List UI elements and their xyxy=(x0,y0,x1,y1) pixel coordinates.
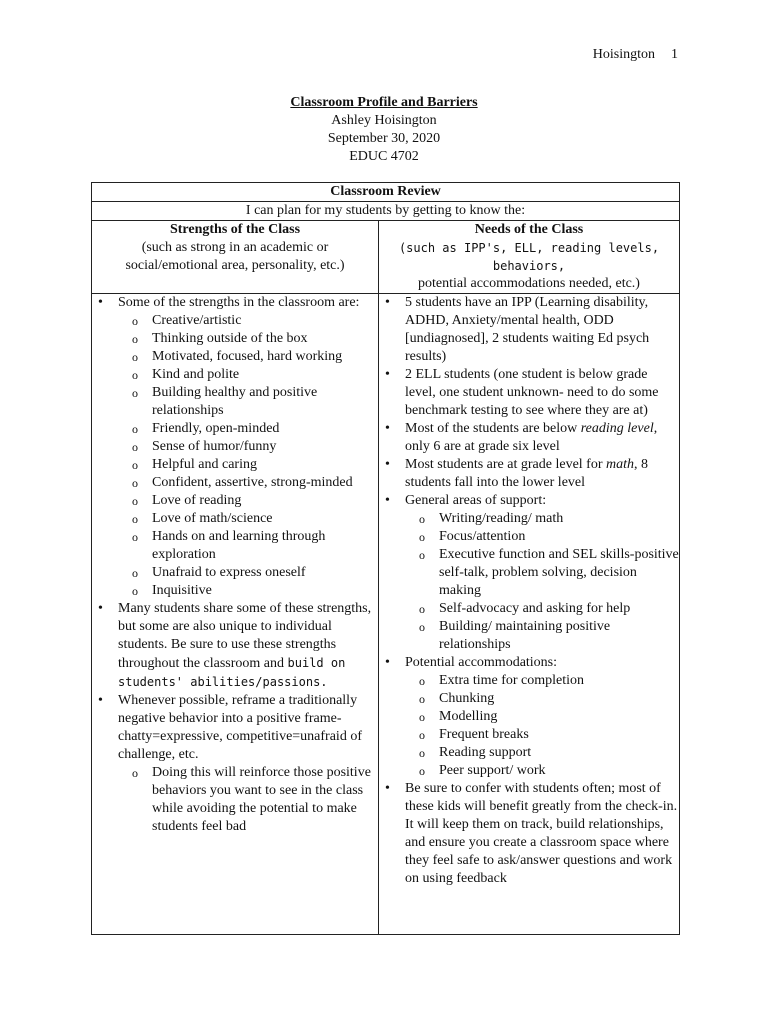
list-item xyxy=(92,294,378,600)
document-date: September 30, 2020 xyxy=(327,131,441,146)
sub-list-item: o Love of math/science xyxy=(118,510,378,528)
needs-header xyxy=(379,221,680,294)
sub-list-item: o Thinking outside of the box xyxy=(118,330,378,348)
list-item: o Doing this will reinforce those positive behaviors you want to see in the class while avoiding the potential to make students feel bad xyxy=(118,764,378,836)
sub-list-item: o Reading support xyxy=(405,744,679,762)
sub-list-item: o Focus/attention xyxy=(405,528,679,546)
sub-list-item: o Building/ maintaining positive relationships xyxy=(405,618,679,654)
list-item xyxy=(379,456,679,492)
sub-list-item: o Helpful and caring xyxy=(118,456,378,474)
strengths-desc-1: (such as strong in an academic or xyxy=(141,240,329,255)
list-item xyxy=(379,654,679,780)
sub-list-item: o Peer support/ work xyxy=(405,762,679,780)
list-item xyxy=(92,692,378,836)
list-item xyxy=(92,600,378,692)
math-post: , 8 students fall into the lower level xyxy=(405,457,648,490)
sub-list-item: o Friendly, open-minded xyxy=(118,420,378,438)
table-subtitle: I can plan for my students by getting to know the: xyxy=(92,202,680,221)
classroom-review-table xyxy=(91,182,680,935)
strengths-reframe-sublist xyxy=(118,764,378,836)
sub-list-item: o Frequent breaks xyxy=(405,726,679,744)
needs-desc-1: (such as IPP's, ELL, reading levels, behaviors, xyxy=(398,241,660,273)
sub-list-item: o Extra time for completion xyxy=(405,672,679,690)
sub-list-item: o Kind and polite xyxy=(118,366,378,384)
list-item: • 2 ELL students (one student is below grade level, one student unknown- need to do some benchmark testing to see where they are at) xyxy=(379,366,679,420)
strengths-desc-2: social/emotional area, personality, etc.) xyxy=(125,258,345,273)
list-item xyxy=(379,492,679,654)
page-number: 1 xyxy=(671,47,678,62)
strengths-heading: Strengths of the Class xyxy=(169,222,301,237)
math-emphasis: math xyxy=(606,457,634,472)
math-pre: Most students are at grade level for xyxy=(405,457,606,472)
strengths-note-b: build on students' abilities/passions. xyxy=(118,656,346,689)
sub-list-item: o Unafraid to express oneself xyxy=(118,564,378,582)
sub-list-item: o Modelling xyxy=(405,708,679,726)
sub-list-item: o Love of reading xyxy=(118,492,378,510)
strengths-sublist xyxy=(118,312,378,600)
author-name: Ashley Hoisington xyxy=(331,113,437,128)
table-title: Classroom Review xyxy=(92,183,680,202)
list-item: • Be sure to confer with students often; most of these kids will benefit greatly from the check-in. It will keep them on track, build relationships, and ensure you create a classroom space where they feel safe to ask/answer questions and work on using feedback xyxy=(379,780,679,888)
sub-list-item: o Writing/reading/ math xyxy=(405,510,679,528)
reading-post: , only 6 are at grade six level xyxy=(405,421,658,454)
sub-list-item: o Sense of humor/funny xyxy=(118,438,378,456)
reading-emphasis: reading level xyxy=(580,421,654,436)
list-item xyxy=(379,420,679,456)
strengths-cell xyxy=(92,294,379,935)
strengths-note-a: Many students share some of these strengths, but some are also unique to individual students. Be sure to use these strengths throughout the classroom and xyxy=(118,601,372,671)
needs-heading: Needs of the Class xyxy=(474,222,584,237)
page-header xyxy=(593,46,678,64)
needs-cell xyxy=(379,294,680,935)
support-sublist xyxy=(405,510,679,654)
list-item: • 5 students have an IPP (Learning disability, ADHD, Anxiety/mental health, ODD [undiagnosed], 2 students waiting Ed psych results) xyxy=(379,294,679,366)
needs-desc-2: potential accommodations needed, etc.) xyxy=(418,276,640,291)
strengths-header xyxy=(92,221,379,294)
sub-list-item: o Self-advocacy and asking for help xyxy=(405,600,679,618)
needs-list xyxy=(379,294,679,888)
accommodations-intro: Potential accommodations: xyxy=(405,655,558,670)
sub-list-item: o Motivated, focused, hard working xyxy=(118,348,378,366)
sub-list-item: o Hands on and learning through exploration xyxy=(118,528,378,564)
support-intro: General areas of support: xyxy=(405,493,547,508)
strengths-list xyxy=(92,294,378,836)
sub-list-item: o Chunking xyxy=(405,690,679,708)
strengths-intro: Some of the strengths in the classroom are: xyxy=(118,295,360,310)
sub-list-item: o Building healthy and positive relationships xyxy=(118,384,378,420)
sub-list-item: o Creative/artistic xyxy=(118,312,378,330)
strengths-reframe: Whenever possible, reframe a traditionally negative behavior into a positive frame- chatty=expressive, competitive=unafraid of challenge, etc. xyxy=(118,693,362,762)
title-block xyxy=(0,94,768,166)
sub-list-item: o Confident, assertive, strong-minded xyxy=(118,474,378,492)
reading-pre: Most of the students are below xyxy=(405,421,581,436)
course-code: EDUC 4702 xyxy=(349,149,419,164)
accommodations-sublist xyxy=(405,672,679,780)
document-title: Classroom Profile and Barriers xyxy=(290,95,478,110)
header-author: Hoisington xyxy=(592,47,655,62)
sub-list-item: o Inquisitive xyxy=(118,582,378,600)
sub-list-item: o Executive function and SEL skills-positive self-talk, problem solving, decision making xyxy=(405,546,679,600)
